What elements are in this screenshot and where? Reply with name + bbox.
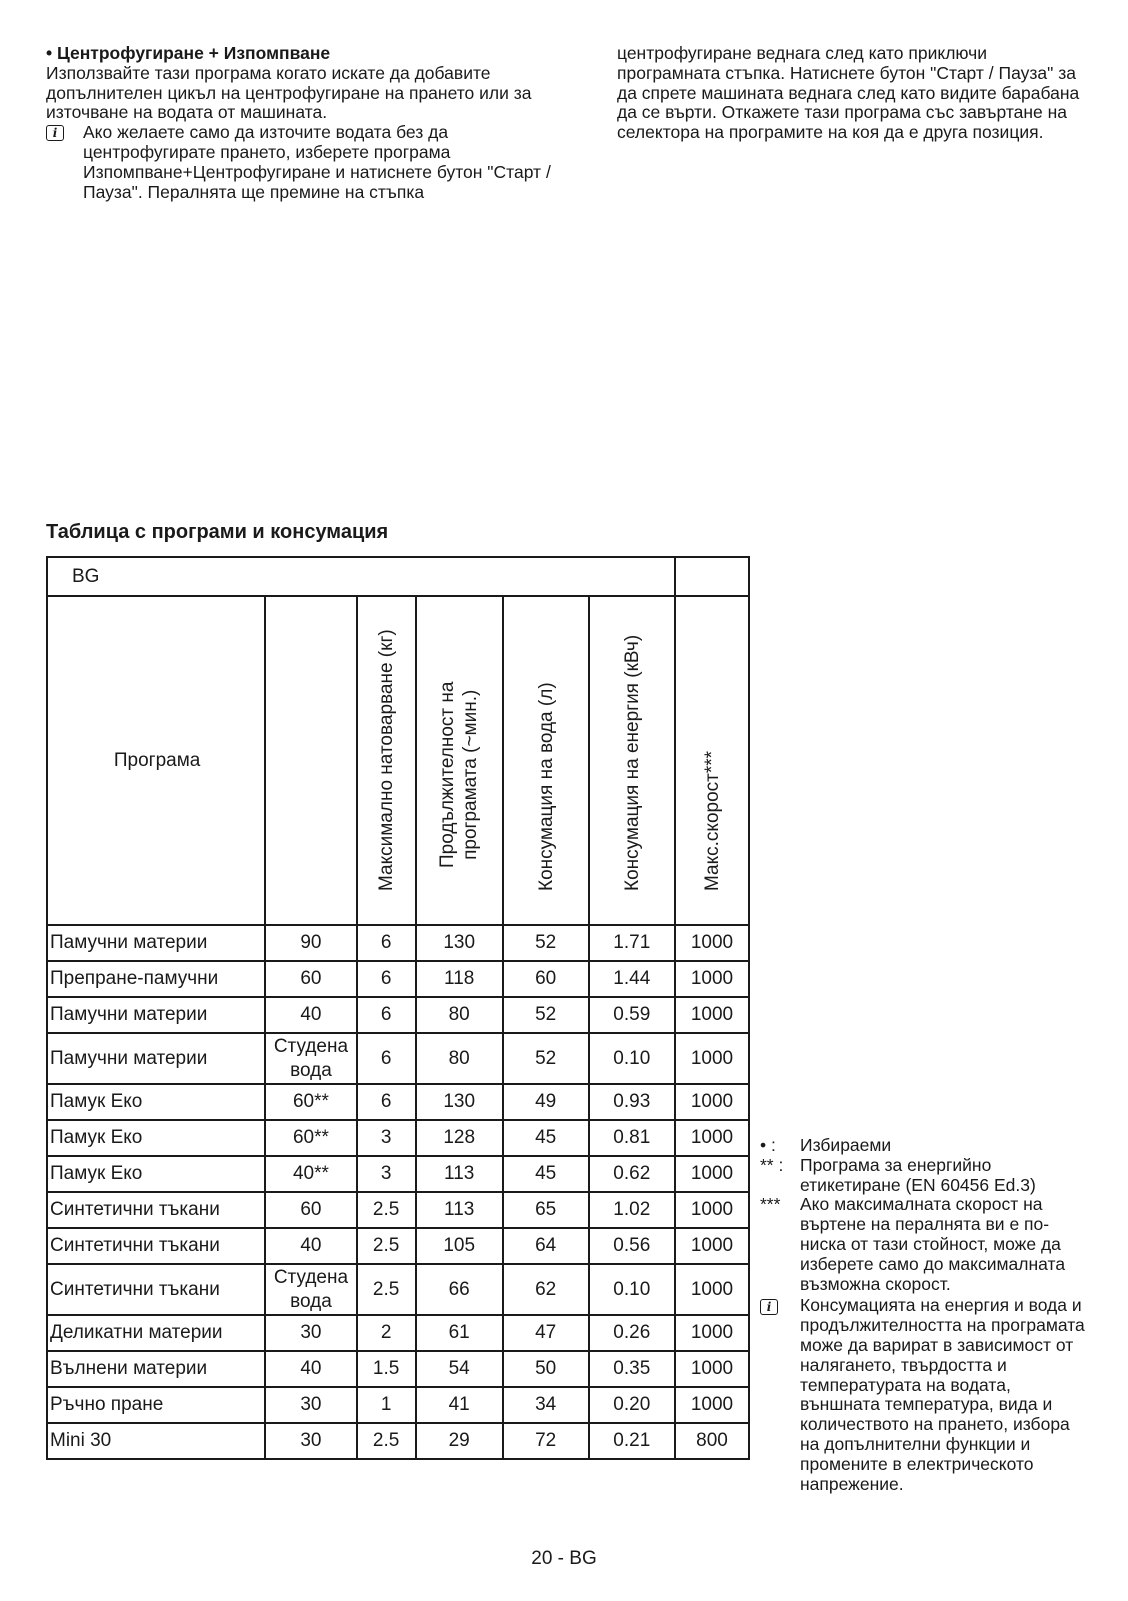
- cell-water: 52: [503, 1033, 589, 1084]
- header-duration-cell: [416, 596, 503, 925]
- legend-items: [760, 1136, 1090, 1294]
- cell-energy: 0.56: [589, 1228, 675, 1264]
- cell-speed: 1000: [675, 961, 749, 997]
- header-max-speed: Макс.скорост***: [701, 750, 723, 891]
- header-duration-line2: програмата (~мин.): [460, 689, 482, 860]
- cell-temp: Студена вода: [265, 1264, 356, 1315]
- legend-item: [760, 1156, 1090, 1196]
- cell-load: 3: [357, 1120, 416, 1156]
- right-column: [617, 44, 1087, 143]
- cell-speed: 1000: [675, 1387, 749, 1423]
- cell-load: 6: [357, 925, 416, 961]
- cell-program: Ръчно пране: [47, 1387, 265, 1423]
- legend-symbol: ** :: [760, 1154, 784, 1175]
- cell-water: 34: [503, 1387, 589, 1423]
- cell-duration: 41: [416, 1387, 503, 1423]
- cell-program: Памук Еко: [47, 1156, 265, 1192]
- cell-speed: 1000: [675, 925, 749, 961]
- cell-duration: 118: [416, 961, 503, 997]
- cell-load: 3: [357, 1156, 416, 1192]
- header-max-load: Максимално натоварване (кг): [376, 629, 398, 891]
- legend-info-note: [760, 1296, 1090, 1494]
- cell-program: Памук Еко: [47, 1084, 265, 1120]
- cell-duration: 130: [416, 925, 503, 961]
- language-code: BG: [47, 557, 675, 596]
- info-note-text: Ако желаете само да източите водата без да центрофугирате прането, изберете програма Изпомпване+Центрофугиране и натиснете бутон "Старт / Пауза". Пералнята ще премине на стъпка: [83, 122, 551, 202]
- cell-program: Памучни материи: [47, 997, 265, 1033]
- info-icon: i: [46, 125, 64, 141]
- cell-water: 45: [503, 1156, 589, 1192]
- cell-duration: 128: [416, 1120, 503, 1156]
- info-icon: i: [760, 1299, 778, 1315]
- header-energy-cell: [589, 596, 675, 925]
- cell-load: 2.5: [357, 1228, 416, 1264]
- cell-speed: 1000: [675, 1033, 749, 1084]
- cell-temp: 40: [265, 1351, 356, 1387]
- table-title: Таблица с програми и консумация: [46, 521, 389, 543]
- cell-temp: 60**: [265, 1120, 356, 1156]
- cell-water: 50: [503, 1351, 589, 1387]
- cell-speed: 1000: [675, 1228, 749, 1264]
- table-header-row: [47, 596, 749, 925]
- page-number: 20 - BG: [531, 1548, 597, 1569]
- cell-water: 52: [503, 997, 589, 1033]
- cell-duration: 113: [416, 1192, 503, 1228]
- cell-duration: 66: [416, 1264, 503, 1315]
- section-body: Използвайте тази програма когато искате да добавите допълнителен цикъл на центрофугиране на прането или за източване на водата от машината.: [46, 62, 532, 123]
- cell-duration: 113: [416, 1156, 503, 1192]
- table-row: [47, 1120, 749, 1156]
- cell-energy: 0.10: [589, 1033, 675, 1084]
- legend-symbol: ***: [760, 1194, 781, 1215]
- header-duration: [436, 682, 482, 868]
- cell-energy: 0.62: [589, 1156, 675, 1192]
- table-row: [47, 1156, 749, 1192]
- cell-water: 72: [503, 1423, 589, 1459]
- table-row: [47, 1084, 749, 1120]
- table-row: [47, 1264, 749, 1315]
- legend-note-text: Консумацията на енергия и вода и продължителността на програмата може да варират в зависимост от налягането, твърдостта и температурата на водата, външната температура, вида и количеството на прането, избора на допълнителни функции и промените в електрическото напрежение.: [800, 1295, 1085, 1494]
- legend-text: Програма за енергийно етикетиране (EN 60456 Ed.3): [800, 1154, 1036, 1195]
- cell-speed: 1000: [675, 1192, 749, 1228]
- cell-program: Памучни материи: [47, 1033, 265, 1084]
- cell-load: 2.5: [357, 1264, 416, 1315]
- cell-duration: 29: [416, 1423, 503, 1459]
- cell-temp: 40**: [265, 1156, 356, 1192]
- cell-duration: 80: [416, 1033, 503, 1084]
- cell-energy: 0.93: [589, 1084, 675, 1120]
- cell-speed: 1000: [675, 997, 749, 1033]
- cell-energy: 1.44: [589, 961, 675, 997]
- header-max-speed-cell: [675, 596, 749, 925]
- cell-speed: 1000: [675, 1315, 749, 1351]
- cell-energy: 0.10: [589, 1264, 675, 1315]
- cell-energy: 1.02: [589, 1192, 675, 1228]
- cell-load: 6: [357, 997, 416, 1033]
- section-heading: • Центрофугиране + Изпомпване: [46, 43, 331, 63]
- header-water-cell: [503, 596, 589, 925]
- cell-temp: 30: [265, 1387, 356, 1423]
- cell-temp: 30: [265, 1423, 356, 1459]
- header-max-load-cell: [357, 596, 416, 925]
- table-row: [47, 997, 749, 1033]
- header-energy: Консумация на енергия (кВч): [621, 634, 643, 891]
- cell-speed: 1000: [675, 1120, 749, 1156]
- cell-load: 2.5: [357, 1192, 416, 1228]
- table-row: [47, 1351, 749, 1387]
- table-row: [47, 1387, 749, 1423]
- cell-program: Синтетични тъкани: [47, 1192, 265, 1228]
- cell-energy: 0.26: [589, 1315, 675, 1351]
- header-program: Програма: [47, 596, 265, 925]
- cell-energy: 0.21: [589, 1423, 675, 1459]
- table-language-row: [47, 557, 749, 596]
- cell-speed: 1000: [675, 1084, 749, 1120]
- cell-duration: 54: [416, 1351, 503, 1387]
- legend-item: [760, 1195, 1090, 1294]
- cell-load: 6: [357, 961, 416, 997]
- language-row-blank: [675, 557, 749, 596]
- table-row: [47, 1192, 749, 1228]
- cell-water: 60: [503, 961, 589, 997]
- cell-load: 1.5: [357, 1351, 416, 1387]
- cell-speed: 1000: [675, 1156, 749, 1192]
- cell-load: 6: [357, 1084, 416, 1120]
- cell-program: Синтетични тъкани: [47, 1228, 265, 1264]
- cell-speed: 800: [675, 1423, 749, 1459]
- cell-temp: 60: [265, 1192, 356, 1228]
- legend-info-icon-wrap: [760, 1296, 800, 1494]
- cell-program: Mini 30: [47, 1423, 265, 1459]
- cell-duration: 105: [416, 1228, 503, 1264]
- cell-energy: 0.20: [589, 1387, 675, 1423]
- left-column: [46, 44, 566, 202]
- header-temperature: [265, 596, 356, 925]
- cell-program: Памучни материи: [47, 925, 265, 961]
- cell-duration: 130: [416, 1084, 503, 1120]
- cell-program: Препране-памучни: [47, 961, 265, 997]
- cell-water: 47: [503, 1315, 589, 1351]
- cell-program: Синтетични тъкани: [47, 1264, 265, 1315]
- legend-item: [760, 1136, 1090, 1156]
- cell-temp: Студена вода: [265, 1033, 356, 1084]
- cell-energy: 0.59: [589, 997, 675, 1033]
- cell-temp: 60: [265, 961, 356, 997]
- cell-energy: 0.35: [589, 1351, 675, 1387]
- right-column-text: центрофугиране веднага след като приключи програмната стъпка. Натиснете бутон "Старт / Пауза" за да спрете машината веднага след като видите барабана да се върти. Откажете тази програма със завъртане на селектора на програмите на коя да е друга позиция.: [617, 43, 1080, 143]
- program-table: [46, 556, 750, 1460]
- cell-water: 52: [503, 925, 589, 961]
- cell-water: 65: [503, 1192, 589, 1228]
- cell-temp: 40: [265, 997, 356, 1033]
- cell-water: 49: [503, 1084, 589, 1120]
- cell-load: 6: [357, 1033, 416, 1084]
- cell-load: 2: [357, 1315, 416, 1351]
- cell-water: 64: [503, 1228, 589, 1264]
- cell-water: 62: [503, 1264, 589, 1315]
- cell-program: Вълнени материи: [47, 1351, 265, 1387]
- cell-load: 2.5: [357, 1423, 416, 1459]
- header-duration-line1: Продължителност на: [437, 681, 459, 868]
- cell-energy: 1.71: [589, 925, 675, 961]
- header-water: Консумация на вода (л): [535, 682, 557, 891]
- legend: [760, 1136, 1090, 1494]
- legend-text: Ако максималната скорост на въртене на пералнята ви е по-ниска от тази стойност, може да изберете само до максималната възможна скорост.: [800, 1194, 1066, 1294]
- table-row: [47, 925, 749, 961]
- cell-speed: 1000: [675, 1264, 749, 1315]
- cell-duration: 80: [416, 997, 503, 1033]
- table-row: [47, 1228, 749, 1264]
- table-row: [47, 1315, 749, 1351]
- cell-temp: 90: [265, 925, 356, 961]
- cell-temp: 60**: [265, 1084, 356, 1120]
- info-note: [46, 123, 566, 202]
- cell-water: 45: [503, 1120, 589, 1156]
- cell-temp: 40: [265, 1228, 356, 1264]
- table-row: [47, 1033, 749, 1084]
- legend-text: Избираеми: [800, 1135, 892, 1155]
- cell-duration: 61: [416, 1315, 503, 1351]
- cell-speed: 1000: [675, 1351, 749, 1387]
- cell-temp: 30: [265, 1315, 356, 1351]
- cell-program: Памук Еко: [47, 1120, 265, 1156]
- cell-load: 1: [357, 1387, 416, 1423]
- legend-symbol: • :: [760, 1135, 776, 1155]
- cell-program: Деликатни материи: [47, 1315, 265, 1351]
- table-row: [47, 1423, 749, 1459]
- table-row: [47, 961, 749, 997]
- cell-energy: 0.81: [589, 1120, 675, 1156]
